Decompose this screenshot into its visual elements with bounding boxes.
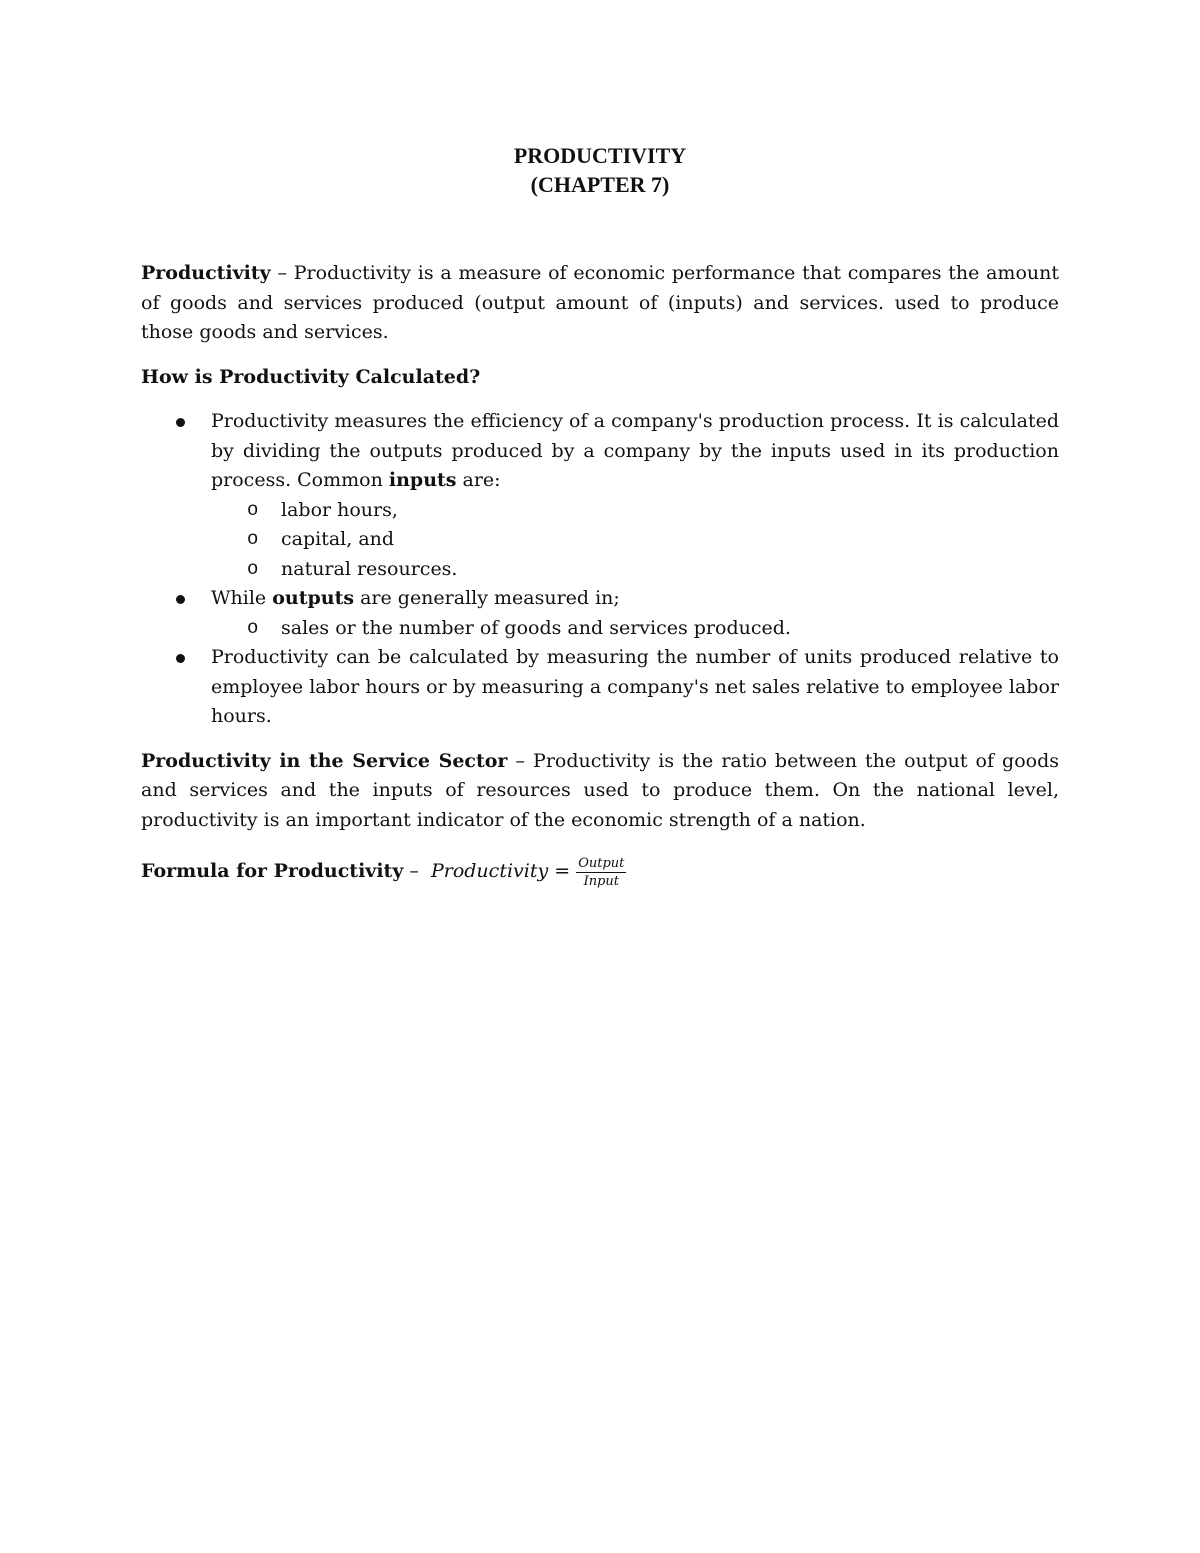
definition-text: – Productivity is a measure of economic performance that compares the amount of goods and services produced (output amount of (inputs) and services. used to produce those goods and services.	[141, 262, 1059, 343]
bullet-bold: inputs	[388, 469, 457, 491]
bullet-text: Productivity can be calculated by measuring the number of units produced relative to employee labor hours or by measuring a company's net sales relative to employee labor hours.	[211, 646, 1059, 727]
formula-fraction	[576, 856, 626, 889]
formula-line	[141, 850, 1059, 894]
service-sector-term: Productivity in the Service Sector	[141, 749, 508, 772]
sub-list-item	[211, 614, 1059, 644]
formula-lhs: Productivity	[430, 860, 549, 883]
sub-item-text: labor hours,	[281, 498, 398, 521]
formula-denominator: Input	[583, 873, 619, 889]
formula-equals: =	[548, 860, 571, 883]
bullet-text: Productivity measures the efficiency of a company's production process. It is calculated by dividing the outputs produced by a company by the inputs used in its production process. Common	[211, 410, 1059, 491]
circle-bullet-icon: o	[247, 528, 259, 550]
calculation-list	[141, 407, 1059, 732]
sub-list	[211, 614, 1059, 644]
sub-item-text: natural resources.	[281, 557, 458, 580]
list-item	[141, 584, 1059, 643]
service-sector-text: – Productivity is the ratio between the output of goods and services and the inputs of resources used to produce them. On the national level, productivity is an important indicator of the economic strength of a nation.	[141, 749, 1059, 831]
formula-numerator: Output	[578, 855, 625, 871]
document-subtitle: (CHAPTER 7)	[530, 172, 670, 197]
circle-bullet-icon: o	[247, 616, 259, 639]
circle-bullet-icon: o	[247, 557, 259, 580]
sub-list-item	[211, 555, 1059, 585]
bullet-icon	[176, 595, 185, 604]
definition-paragraph	[141, 259, 1059, 348]
list-item	[141, 643, 1059, 732]
service-sector-paragraph	[141, 747, 1059, 836]
bullet-text: are:	[456, 469, 501, 491]
definition-term: Productivity	[141, 262, 271, 284]
bullet-text: While	[211, 587, 273, 609]
list-item	[141, 407, 1059, 584]
formula-label: Formula for Productivity	[141, 860, 404, 883]
sub-list	[211, 496, 1059, 585]
bullet-icon	[176, 654, 185, 663]
calculation-heading: How is Productivity Calculated?	[141, 365, 481, 388]
bullet-text: are generally measured in;	[354, 587, 620, 609]
sub-list-item	[211, 496, 1059, 526]
bullet-bold: outputs	[272, 587, 355, 609]
title-block	[0, 141, 1200, 199]
sub-item-text: capital, and	[281, 528, 395, 550]
bullet-icon	[176, 418, 185, 427]
formula-dash: –	[403, 860, 425, 883]
document-title: PRODUCTIVITY	[513, 143, 687, 168]
document-body	[141, 259, 1059, 894]
sub-list-item	[211, 525, 1059, 555]
sub-item-text: sales or the number of goods and services produced.	[281, 616, 791, 639]
circle-bullet-icon: o	[247, 498, 259, 521]
formula-expression	[431, 856, 626, 889]
